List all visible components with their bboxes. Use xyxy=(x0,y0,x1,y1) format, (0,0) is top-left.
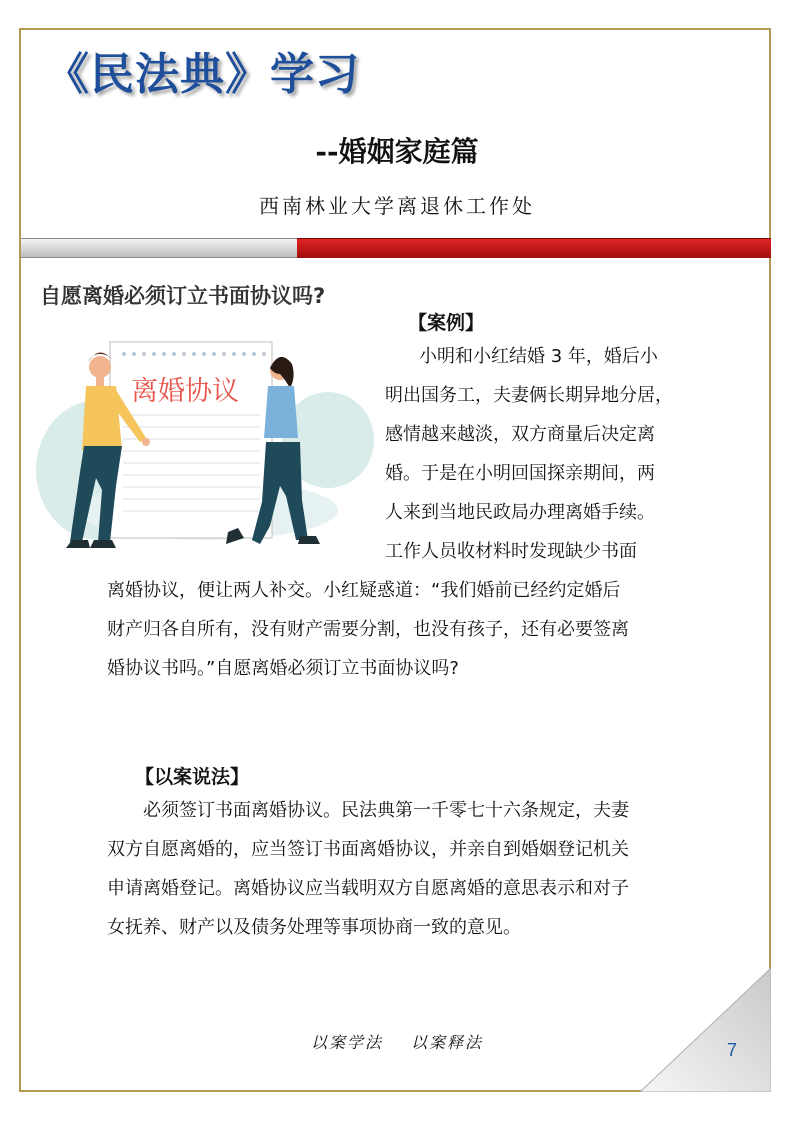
illustration-question: 自愿离婚必须订立书面协议吗? xyxy=(40,284,326,308)
explanation-line: 女抚养、财产以及债务处理等事项协商一致的意见。 xyxy=(107,917,521,938)
explanation-line: 必须签订书面离婚协议。民法典第一千零七十六条规定，夫妻 xyxy=(143,800,629,821)
case-line: 工作人员收材料时发现缺少书面 xyxy=(385,541,637,562)
case-line: 感情越来越淡，双方商量后决定离 xyxy=(385,424,655,445)
divider-bar-gray xyxy=(21,238,297,258)
page-title: 《民法典》学习 xyxy=(45,49,360,100)
explanation-line: 双方自愿离婚的，应当签订书面离婚协议，并亲自到婚姻登记机关 xyxy=(107,839,629,860)
case-line: 婚协议书吗。”自愿离婚必须订立书面协议吗? xyxy=(107,658,459,679)
explanation-heading: 【以案说法】 xyxy=(135,766,250,788)
paper-title-text: 离婚协议 xyxy=(131,376,239,407)
divider-bar-red xyxy=(297,238,771,258)
case-line: 财产归各自所有，没有财产需要分割，也没有孩子，还有必要签离 xyxy=(107,619,629,640)
page-curl-corner xyxy=(640,968,771,1092)
page-number: 7 xyxy=(727,1040,738,1060)
case-line: 婚。于是在小明回国探亲期间，两 xyxy=(385,463,655,484)
case-line: 小明和小红结婚 3 年，婚后小 xyxy=(419,346,658,367)
divorce-illustration xyxy=(28,270,380,560)
case-line: 明出国务工，夫妻俩长期异地分居， xyxy=(385,385,673,406)
organization-name: 西南林业大学离退休工作处 xyxy=(259,194,535,218)
explanation-line: 申请离婚登记。离婚协议应当载明双方自愿离婚的意思表示和对子 xyxy=(107,878,629,899)
case-line: 离婚协议，便让两人补交。小红疑惑道：“我们婚前已经约定婚后 xyxy=(107,580,621,601)
footer-right-text: 以案释法 xyxy=(411,1033,484,1052)
footer-left-text: 以案学法 xyxy=(310,1033,383,1052)
case-heading: 【案例】 xyxy=(408,312,485,334)
page-subtitle: --婚姻家庭篇 xyxy=(315,135,479,168)
case-line: 人来到当地民政局办理离婚手续。 xyxy=(385,502,655,523)
